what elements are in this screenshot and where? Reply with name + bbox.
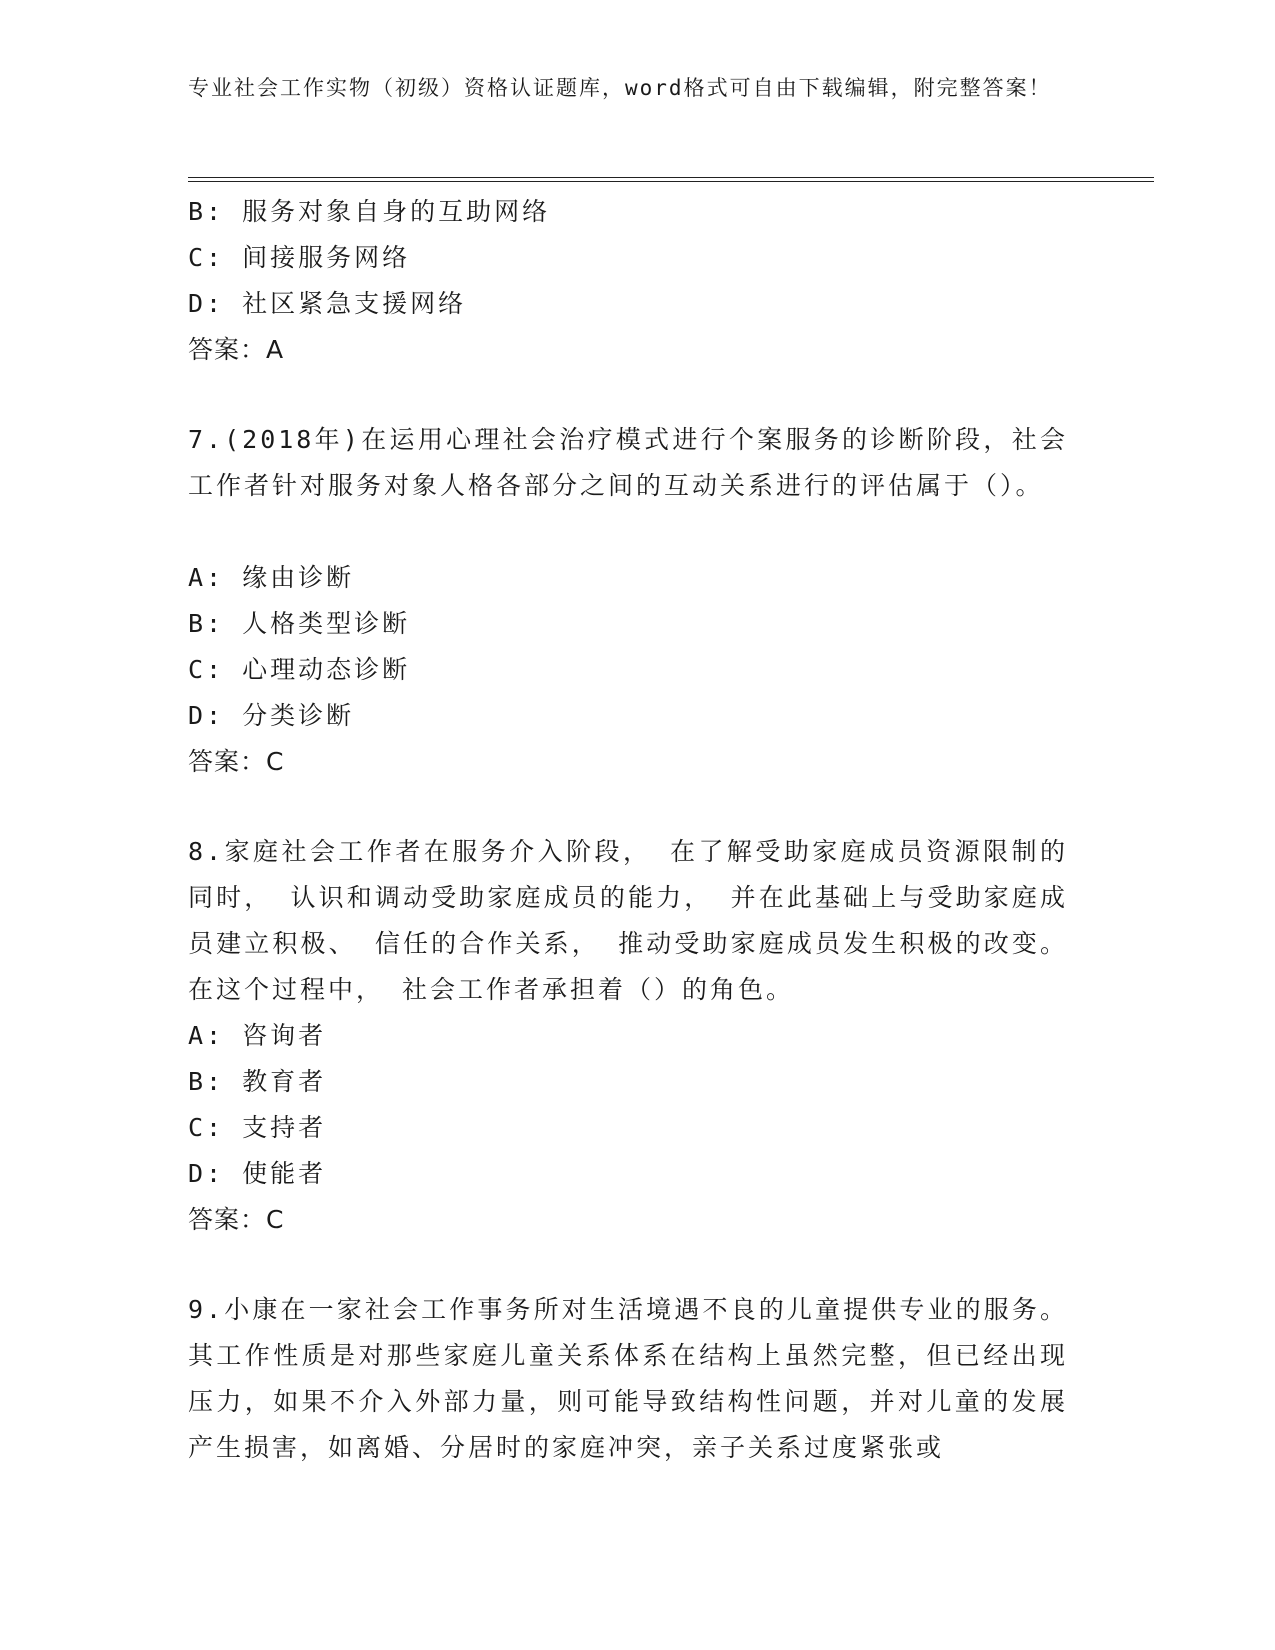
spacer	[188, 785, 1068, 829]
answer-line: 答案：C	[188, 1205, 285, 1234]
option-a	[188, 555, 1068, 601]
answer-line: 答案：C	[188, 747, 285, 776]
option-text: 服务对象自身的互助网络	[242, 197, 551, 226]
option-letter: A:	[188, 1021, 225, 1050]
option-b	[188, 601, 1068, 647]
option-b	[188, 189, 1068, 235]
option-letter: C:	[188, 243, 225, 272]
option-letter: A:	[188, 563, 225, 592]
option-d	[188, 281, 1068, 327]
option-b	[188, 1059, 1068, 1105]
page-header: 专业社会工作实物（初级）资格认证题库，word格式可自由下载编辑，附完整答案！	[188, 76, 1052, 100]
question-7-text: 7.(2018年)在运用心理社会治疗模式进行个案服务的诊断阶段，社会工作者针对服务对象人格各部分之间的互动关系进行的评估属于（）。	[188, 425, 1068, 500]
option-text: 心理动态诊断	[242, 655, 411, 684]
option-letter: B:	[188, 1067, 225, 1096]
option-letter: B:	[188, 609, 225, 638]
option-text: 教育者	[242, 1067, 327, 1096]
option-letter: D:	[188, 289, 225, 318]
option-letter: D:	[188, 1159, 225, 1188]
option-letter: B:	[188, 197, 225, 226]
option-c	[188, 1105, 1068, 1151]
option-c	[188, 235, 1068, 281]
question-8-text: 8.家庭社会工作者在服务介入阶段， 在了解受助家庭成员资源限制的同时， 认识和调动受助家庭成员的能力， 并在此基础上与受助家庭成员建立积极、 信任的合作关系， 推动受助家庭成员发生积极的改变。 在这个过程中， 社会工作者承担着（）的角色。	[188, 837, 1068, 1004]
document-body	[188, 189, 1068, 1471]
option-a	[188, 1013, 1068, 1059]
option-letter: D:	[188, 701, 225, 730]
answer-line: 答案：A	[188, 335, 285, 364]
option-text: 间接服务网络	[242, 243, 411, 272]
option-text: 支持者	[242, 1113, 327, 1142]
option-text: 咨询者	[242, 1021, 327, 1050]
option-text: 人格类型诊断	[242, 609, 411, 638]
option-letter: C:	[188, 1113, 225, 1142]
spacer	[188, 1243, 1068, 1287]
spacer	[188, 373, 1068, 417]
option-text: 分类诊断	[242, 701, 355, 730]
option-d	[188, 693, 1068, 739]
option-letter: C:	[188, 655, 225, 684]
header-divider	[188, 177, 1154, 182]
option-text: 使能者	[242, 1159, 327, 1188]
option-text: 社区紧急支援网络	[242, 289, 467, 318]
option-c	[188, 647, 1068, 693]
option-text: 缘由诊断	[242, 563, 355, 592]
option-d	[188, 1151, 1068, 1197]
question-9-text: 9.小康在一家社会工作事务所对生活境遇不良的儿童提供专业的服务。其工作性质是对那些家庭儿童关系体系在结构上虽然完整，但已经出现压力，如果不介入外部力量，则可能导致结构性问题，并对儿童的发展产生损害，如离婚、分居时的家庭冲突，亲子关系过度紧张或	[188, 1295, 1068, 1462]
